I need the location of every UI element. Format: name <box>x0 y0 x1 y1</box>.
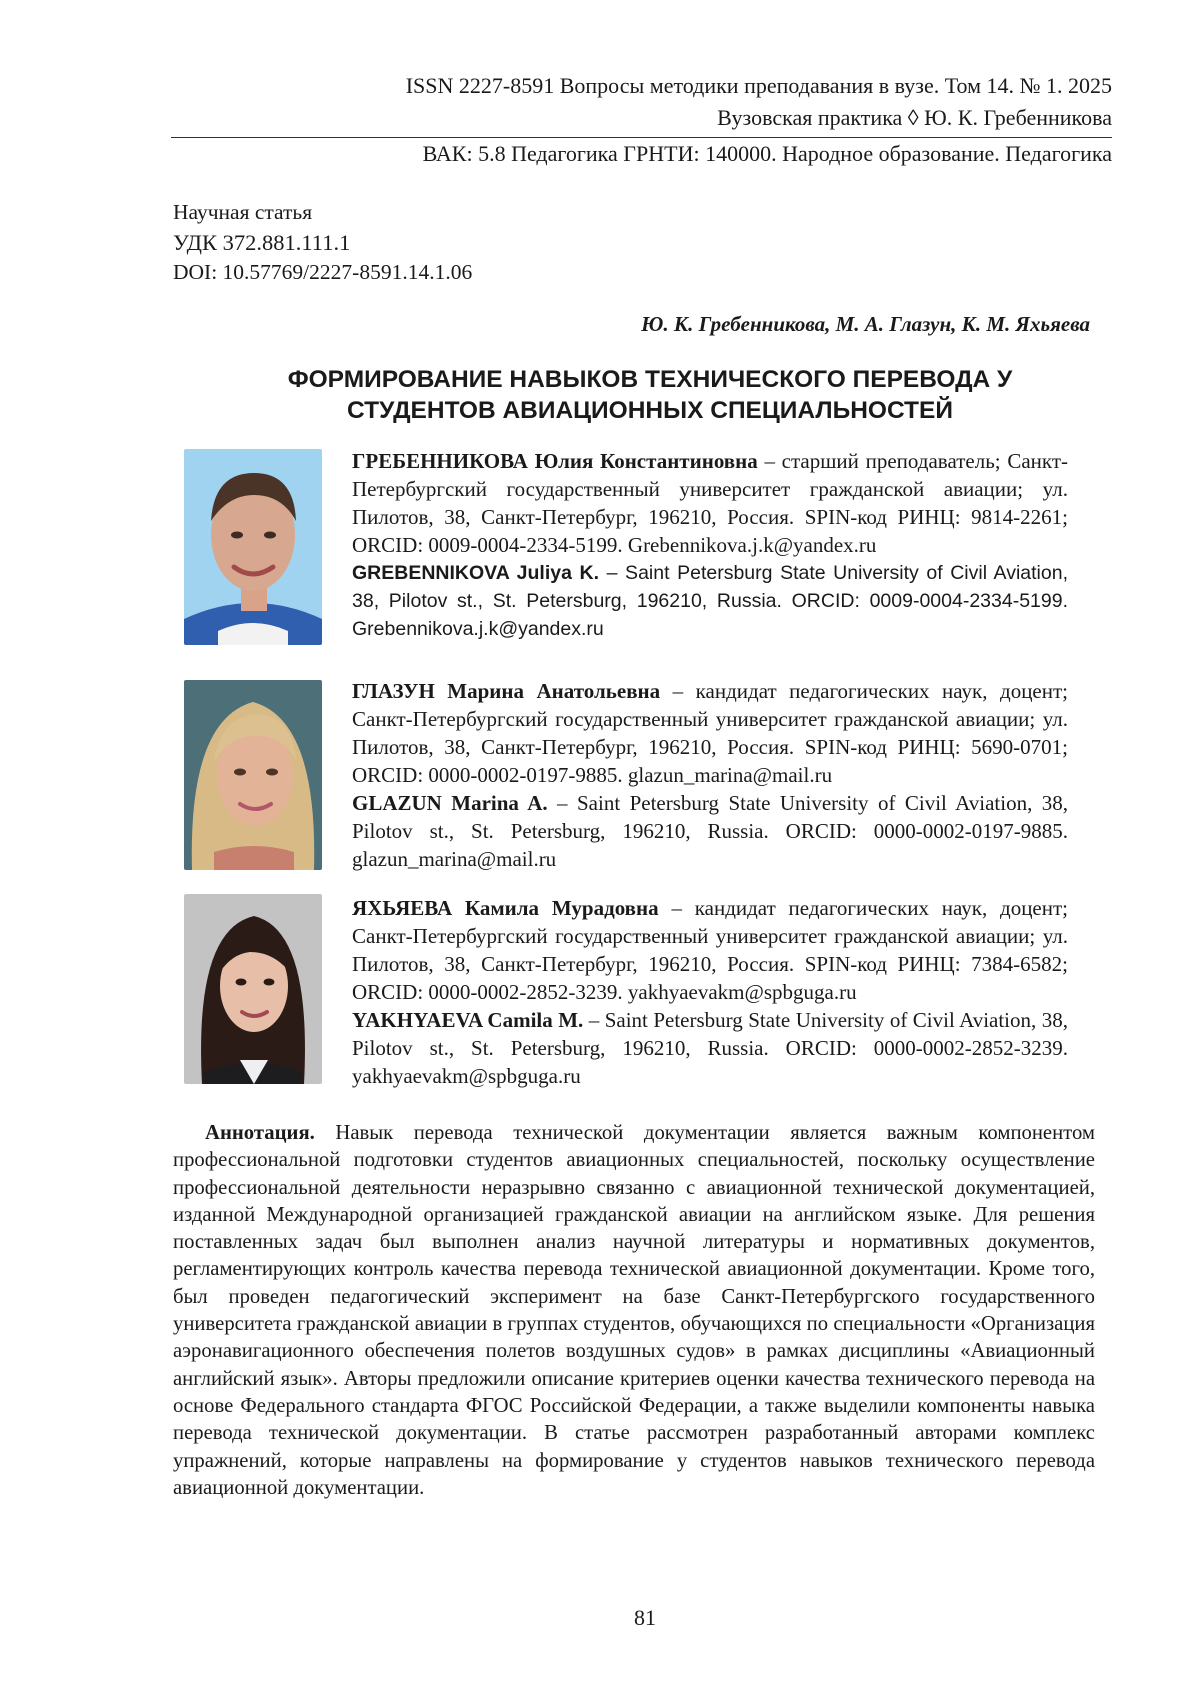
running-header-journal: ISSN 2227-8591 Вопросы методики преподавания в вузе. Том 14. № 1. 2025 <box>405 73 1112 98</box>
author-photo-yakhyaeva <box>184 894 322 1084</box>
authors-line: Ю. К. Гребенникова, М. А. Глазун, К. М. Яхьяева <box>641 312 1090 336</box>
author-bio-ru <box>352 677 1068 789</box>
title-line-2: СТУДЕНТОВ АВИАЦИОННЫХ СПЕЦИАЛЬНОСТЕЙ <box>347 397 953 424</box>
author-name-en: GREBENNIKOVA Juliya K. <box>352 562 600 584</box>
article-udk: УДК 372.881.111.1 <box>173 230 351 255</box>
article-doi: DOI: 10.57769/2227-8591.14.1.06 <box>173 260 473 284</box>
author-affiliation-ru: – кандидат педагогических наук, доцент; Санкт-Петербургский государственный университет гражданской авиации; ул. Пилотов, 38, Санкт-Петербург, 196210, Россия. SPIN-код РИНЦ: 5690-0701; ORCID: 0000-0002-0197-9885. glazun_marina@mail.ru <box>352 679 1069 787</box>
author-affiliation-en: – Saint Petersburg State University of Civil Aviation, 38, Pilotov st., St. Petersburg, 196210, Russia. ORCID: 0000-0002-2852-3239. yakhyaevakm@spbguga.ru <box>352 1008 1068 1088</box>
author-bio-3 <box>352 894 1068 1090</box>
author-photo-grebennikova <box>184 449 322 645</box>
author-name-ru: ГРЕБЕННИКОВА Юлия Константиновна <box>352 449 758 473</box>
page-number: 81 <box>634 1605 656 1630</box>
author-name-en: GLAZUN Marina A. <box>352 791 548 815</box>
author-name-en: YAKHYAEVA Camila M. <box>352 1008 584 1032</box>
abstract-text: Навык перевода технической документации является важным компонентом профессиональной подготовки студентов авиационных специальностей, поскольку осуществление профессиональной деятельности неразрывно связанно с авиационной технической документацией, изданной Международной организацией гражданской авиации на английском языке. Для решения поставленных задач был выполнен анализ научной литературы и нормативных документов, регламентирующих контроль качества перевода технической авиационной документации. Кроме того, был проведен педагогический эксперимент на базе Санкт-Петербургского государственного университета гражданской авиации в группах студентов, обучающихся по специальности «Организация аэронавигационного обеспечения полетов воздушных судов» в рамках дисциплины «Авиационный английский язык». Авторы предложили описание критериев оценки качества технического перевода на основе Федерального стандарта ФГОС Российской Федерации, а также выделили компоненты навыка перевода технической документации. В статье рассмотрен разработанный авторами комплекс упражнений, которые направлены на формирование у студентов навыков технического перевода авиационной документации. <box>173 1122 1095 1499</box>
author-affiliation-ru: – старший преподаватель; Санкт-Петербургский государственный университет гражданской авиации; ул. Пилотов, 38, Санкт-Петербург, 196210, Россия. SPIN-код РИНЦ: 9814-2261; ORCID: 0009-0004-2334-5199. Grebennikova.j.k@yandex.ru <box>352 449 1068 557</box>
author-bio-ru <box>352 894 1068 1006</box>
author-bio-2 <box>352 677 1068 873</box>
header-divider <box>171 137 1112 138</box>
author-bio-en <box>352 559 1068 643</box>
author-name-ru: ЯХЬЯЕВА Камила Мурадовна <box>352 896 659 920</box>
article-title <box>200 364 1100 426</box>
author-bio-ru <box>352 447 1068 559</box>
running-header-section: Вузовская практика ◊ Ю. К. Гребенникова <box>717 105 1112 130</box>
author-bio-1 <box>352 447 1068 643</box>
article-type: Научная статья <box>173 200 313 224</box>
author-bio-en <box>352 1006 1068 1090</box>
running-header-classification: ВАК: 5.8 Педагогика ГРНТИ: 140000. Народное образование. Педагогика <box>422 141 1112 166</box>
title-line-1: ФОРМИРОВАНИЕ НАВЫКОВ ТЕХНИЧЕСКОГО ПЕРЕВОДА У <box>287 366 1013 393</box>
author-name-ru: ГЛАЗУН Марина Анатольевна <box>352 679 661 703</box>
author-photo-glazun <box>184 680 322 870</box>
abstract-label: Аннотация. <box>205 1122 315 1144</box>
abstract <box>173 1120 1095 1502</box>
author-affiliation-en: – Saint Petersburg State University of Civil Aviation, 38, Pilotov st., St. Petersburg, 196210, Russia. ORCID: 0000-0002-0197-9885. glazun_marina@mail.ru <box>352 791 1068 871</box>
author-bio-en <box>352 789 1068 873</box>
author-affiliation-en: – Saint Petersburg State University of Civil Aviation, 38, Pilotov st., St. Petersburg, 196210, Russia. ORCID: 0009-0004-2334-5199. Grebennikova.j.k@yandex.ru <box>352 562 1068 640</box>
author-affiliation-ru: – кандидат педагогических наук, доцент; Санкт-Петербургский государственный университет гражданской авиации; ул. Пилотов, 38, Санкт-Петербург, 196210, Россия. SPIN-код РИНЦ: 7384-6582; ORCID: 0000-0002-2852-3239. yakhyaevakm@spbguga.ru <box>352 896 1068 1004</box>
